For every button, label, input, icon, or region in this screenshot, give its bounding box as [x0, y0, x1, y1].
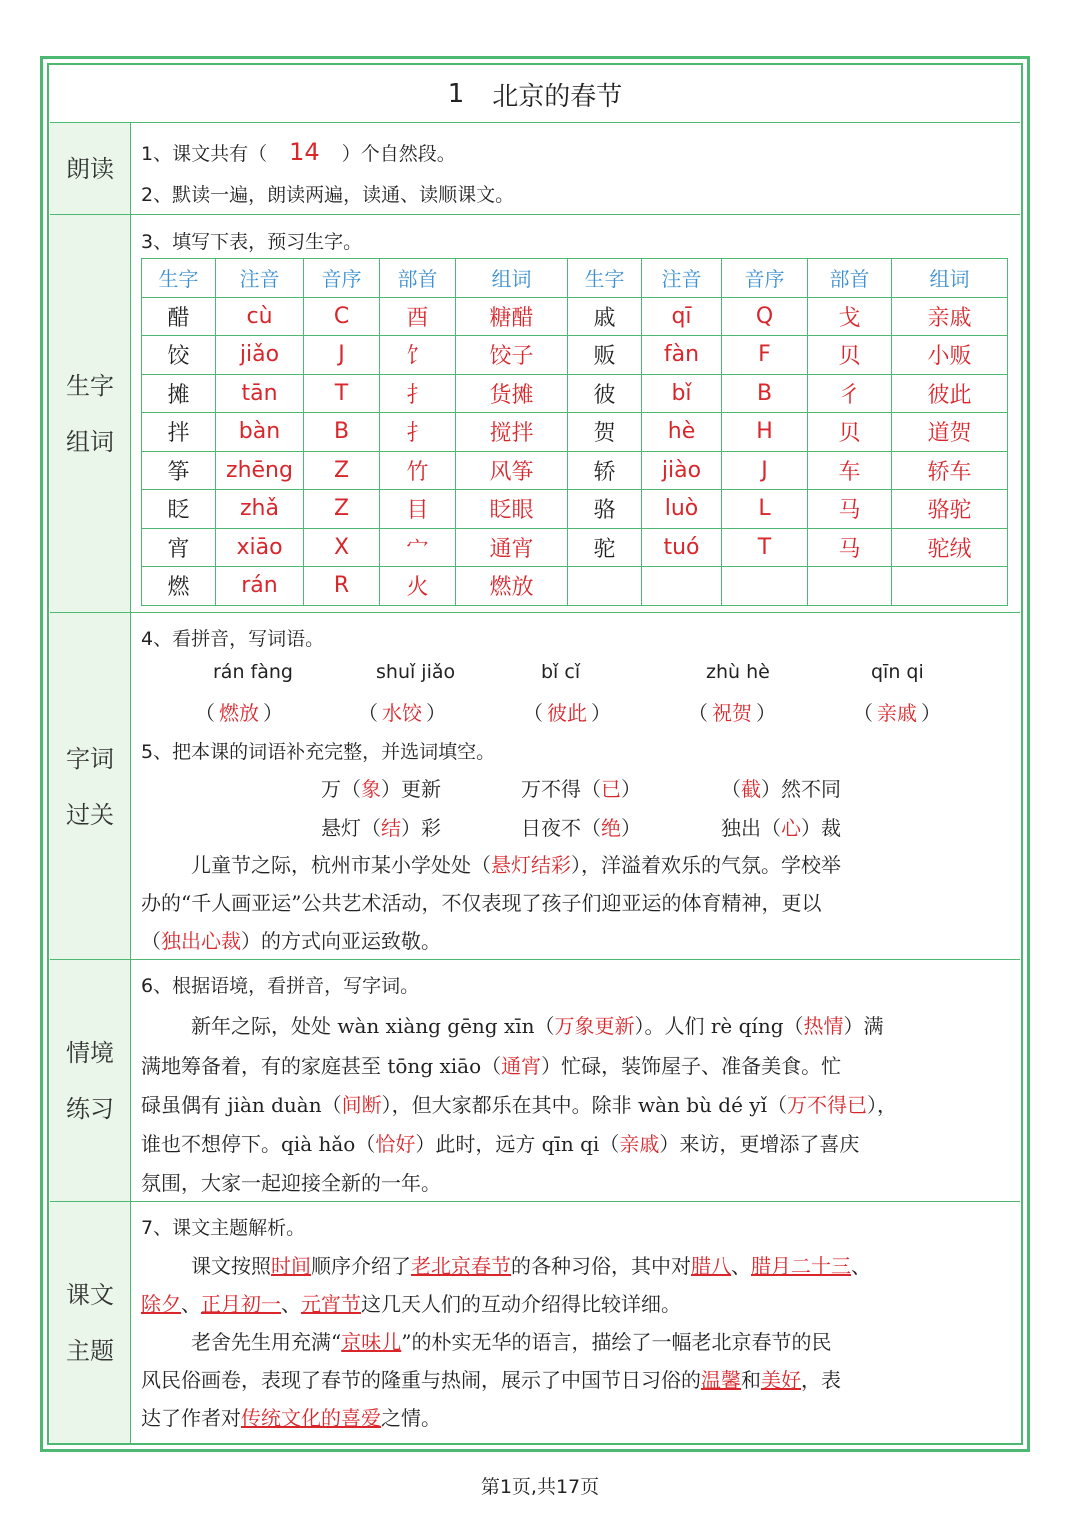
table-cell: 宵	[142, 528, 216, 567]
table-header: 部首	[808, 259, 892, 298]
answer: 间断	[341, 1093, 382, 1117]
label-text: 生字	[66, 372, 114, 400]
text: 万（	[321, 777, 361, 801]
section-reading	[50, 122, 1020, 215]
table-cell: 彳	[808, 374, 892, 413]
table-cell: 筝	[142, 451, 216, 490]
answer: 万象更新	[554, 1014, 635, 1038]
chars-content	[141, 215, 1014, 613]
table-header: 音序	[304, 259, 380, 298]
answer: 时间	[271, 1254, 311, 1278]
table-cell: cù	[216, 297, 304, 336]
answer: 悬灯结彩	[491, 853, 571, 877]
table-cell: 贝	[808, 336, 892, 375]
table-cell: 搅拌	[456, 413, 568, 452]
text: 之情。	[381, 1406, 441, 1430]
pinyin-answer-group	[523, 697, 611, 726]
table-cell: 眨眼	[456, 490, 568, 529]
answer: 截	[741, 777, 761, 801]
table-cell: 贩	[568, 336, 642, 375]
table-row	[142, 451, 1008, 490]
pinyin-prompt: qīn qi	[871, 661, 924, 683]
paren-close: ）	[756, 701, 776, 725]
text: ），洋溢着欢乐的气氛。学校举	[571, 853, 841, 877]
table-cell: 摊	[142, 374, 216, 413]
text: ）裁	[801, 816, 841, 840]
text: 满地筹备着，有的家庭甚至 tōng xiāo（	[141, 1054, 502, 1078]
idiom	[321, 812, 441, 841]
answer: 恰好	[375, 1132, 416, 1156]
table-cell: qī	[642, 297, 722, 336]
ctx-line-3	[141, 1089, 897, 1118]
text: 课文按照	[191, 1254, 271, 1278]
q1-prefix: 1、课文共有（	[141, 143, 268, 165]
ctx-line-1	[191, 1010, 884, 1039]
table-cell: 贺	[568, 413, 642, 452]
table-cell: 眨	[142, 490, 216, 529]
theme-content	[141, 1202, 1014, 1443]
answer: 彼此	[547, 701, 587, 725]
paren-open: （	[195, 701, 215, 725]
answer: 正月初一	[201, 1292, 281, 1316]
text: 儿童节之际，杭州市某小学处处（	[191, 853, 491, 877]
paren-close: ）	[426, 701, 446, 725]
pinyin-answer-group	[195, 697, 283, 726]
table-cell: zhǎ	[216, 490, 304, 529]
answer: 京味儿	[341, 1330, 402, 1354]
table-cell: T	[722, 528, 808, 567]
table-cell: 扌	[380, 374, 456, 413]
idiom	[521, 812, 641, 841]
answer: 腊八	[691, 1254, 731, 1278]
paren-open: （	[853, 701, 873, 725]
pinyin-answer-group	[853, 697, 941, 726]
table-cell	[642, 567, 722, 606]
table-cell: 彼此	[892, 374, 1008, 413]
pinyin-answer-group	[358, 697, 446, 726]
q1	[141, 138, 456, 166]
table-cell: 骆驼	[892, 490, 1008, 529]
answer: 温馨	[701, 1368, 741, 1392]
label-text: 课文	[66, 1280, 114, 1309]
table-cell: F	[722, 336, 808, 375]
table-row	[142, 374, 1008, 413]
table-cell: rán	[216, 567, 304, 606]
text: ）	[621, 777, 641, 801]
text: ）忙碌，装饰屋子、准备美食。忙	[541, 1054, 842, 1078]
table-cell: 轿车	[892, 451, 1008, 490]
answer: 亲戚	[619, 1132, 660, 1156]
text: （	[721, 777, 741, 801]
answer: 美好	[761, 1368, 801, 1392]
table-cell: bàn	[216, 413, 304, 452]
q3: 3、填写下表，预习生字。	[141, 231, 363, 253]
answer: 结	[381, 816, 401, 840]
table-cell: tuó	[642, 528, 722, 567]
text: 风民俗画卷，表现了春节的隆重与热闹，展示了中国节日习俗的	[141, 1368, 701, 1392]
table-cell: hè	[642, 413, 722, 452]
table-cell: L	[722, 490, 808, 529]
idiom	[521, 773, 641, 802]
text: 日夜不（	[521, 816, 601, 840]
answer: 独出心裁	[161, 929, 241, 953]
table-cell: H	[722, 413, 808, 452]
text: 老舍先生用充满“	[191, 1330, 342, 1354]
theme-line-3	[191, 1326, 831, 1355]
table-cell: 亲戚	[892, 297, 1008, 336]
answer: 心	[781, 816, 801, 840]
table-cell: bǐ	[642, 374, 722, 413]
answer: 绝	[601, 816, 621, 840]
answer: 万不得已	[786, 1093, 867, 1117]
text: 和	[741, 1368, 761, 1392]
text: 、	[851, 1254, 871, 1278]
text: ）	[621, 816, 641, 840]
q7: 7、课文主题解析。	[141, 1217, 306, 1239]
context-content	[141, 960, 1014, 1202]
table-cell: J	[304, 336, 380, 375]
q1-answer: 14	[289, 138, 320, 166]
text: 达了作者对	[141, 1406, 241, 1430]
text: ）来访，更增添了喜庆	[659, 1132, 860, 1156]
ctx-line-5: 氛围，大家一起迎接全新的一年。	[141, 1171, 441, 1195]
lesson-number: 1	[447, 79, 465, 109]
table-cell: 饺	[142, 336, 216, 375]
idiom	[721, 773, 841, 802]
table-header: 部首	[380, 259, 456, 298]
table-cell: X	[304, 528, 380, 567]
text: （	[141, 929, 161, 953]
paren-open: （	[358, 701, 378, 725]
answer: 老北京春节	[411, 1254, 511, 1278]
table-cell: zhēng	[216, 451, 304, 490]
answer: 已	[601, 777, 621, 801]
paren-close: ）	[263, 701, 283, 725]
words-content	[141, 613, 1014, 960]
q4: 4、看拼音，写词语。	[141, 628, 325, 650]
label-text: 组词	[66, 428, 114, 456]
text: 、	[181, 1292, 201, 1316]
table-cell: 车	[808, 451, 892, 490]
answer: 象	[361, 777, 381, 801]
label-chars	[50, 215, 131, 613]
label-words	[50, 613, 131, 960]
table-cell: 火	[380, 567, 456, 606]
table-cell: 饣	[380, 336, 456, 375]
label-text: 练习	[66, 1095, 114, 1123]
para-line-2: 办的“千人画亚运”公共艺术活动，不仅表现了孩子们迎亚运的体育精神，更以	[141, 891, 822, 915]
table-cell: 戚	[568, 297, 642, 336]
table-cell: R	[304, 567, 380, 606]
label-context	[50, 960, 131, 1202]
table-cell: 马	[808, 528, 892, 567]
theme-line-2	[141, 1288, 681, 1317]
text: ），但大家都乐在其中。除非 wàn bù dé yǐ（	[381, 1093, 787, 1117]
table-cell	[808, 567, 892, 606]
table-cell	[722, 567, 808, 606]
table-cell: 彼	[568, 374, 642, 413]
table-header: 生字	[568, 259, 642, 298]
table-cell: 货摊	[456, 374, 568, 413]
table-header: 生字	[142, 259, 216, 298]
table-row	[142, 336, 1008, 375]
page-title	[50, 66, 1020, 122]
section-context	[50, 959, 1020, 1202]
text: ）的方式向亚运致敬。	[241, 929, 441, 953]
answer: 亲戚	[877, 701, 917, 725]
paren-open: （	[523, 701, 543, 725]
table-cell	[892, 567, 1008, 606]
paren-close: ）	[921, 701, 941, 725]
text: 新年之际，处处 wàn xiàng gēng xīn（	[191, 1014, 555, 1038]
table-cell: tān	[216, 374, 304, 413]
lesson-title: 北京的春节	[492, 81, 623, 112]
answer: 热情	[803, 1014, 844, 1038]
table-cell: 通宵	[456, 528, 568, 567]
text: ，表	[801, 1368, 841, 1392]
text: 谁也不想停下。qià hǎo（	[141, 1132, 376, 1156]
text: ）满	[843, 1014, 884, 1038]
text: 的各种习俗，其中对	[511, 1254, 691, 1278]
table-cell: 燃放	[456, 567, 568, 606]
pinyin-prompt: shuǐ jiǎo	[376, 661, 456, 683]
table-header: 音序	[722, 259, 808, 298]
table-cell: 驼绒	[892, 528, 1008, 567]
text: ）彩	[401, 816, 441, 840]
table-cell: 风筝	[456, 451, 568, 490]
table-header: 注音	[216, 259, 304, 298]
text: ）然不同	[761, 777, 841, 801]
label-theme	[50, 1202, 131, 1443]
text: 这几天人们的互动介绍得比较详细。	[361, 1292, 681, 1316]
text: 、	[731, 1254, 751, 1278]
answer: 元宵节	[301, 1292, 361, 1316]
answer: 腊月二十三	[751, 1254, 851, 1278]
label-text: 过关	[66, 800, 114, 829]
theme-line-4	[141, 1364, 841, 1393]
text: 顺序介绍了	[311, 1254, 411, 1278]
table-cell: 燃	[142, 567, 216, 606]
pinyin-prompt: bǐ cǐ	[541, 661, 581, 683]
q5: 5、把本课的词语补充完整，并选词填空。	[141, 741, 496, 763]
text: 万不得（	[521, 777, 601, 801]
table-cell: 糖醋	[456, 297, 568, 336]
label-text: 朗读	[66, 155, 114, 183]
label-reading	[50, 123, 131, 215]
idiom	[721, 812, 841, 841]
text: 独出（	[721, 816, 781, 840]
table-cell: jiǎo	[216, 336, 304, 375]
char-table	[141, 258, 1008, 606]
table-cell: 扌	[380, 413, 456, 452]
table-cell: B	[722, 374, 808, 413]
label-text: 情境	[66, 1039, 114, 1067]
table-cell: Z	[304, 451, 380, 490]
answer: 传统文化的喜爱	[241, 1406, 381, 1430]
table-cell: 竹	[380, 451, 456, 490]
theme-line-5	[141, 1402, 441, 1431]
text: 、	[281, 1292, 301, 1316]
table-cell: 醋	[142, 297, 216, 336]
answer: 燃放	[219, 701, 259, 725]
table-row	[142, 297, 1008, 336]
page-footer: 第1页,共17页	[480, 1476, 600, 1498]
para-line-3	[141, 925, 441, 954]
section-words	[50, 612, 1020, 960]
q1-suffix: ）个自然段。	[341, 143, 456, 165]
ctx-line-4	[141, 1128, 859, 1157]
table-cell: 骆	[568, 490, 642, 529]
table-cell: 饺子	[456, 336, 568, 375]
table-row	[142, 490, 1008, 529]
table-cell: 目	[380, 490, 456, 529]
table-header: 组词	[456, 259, 568, 298]
table-cell: 贝	[808, 413, 892, 452]
idiom	[321, 773, 441, 802]
section-chars	[50, 214, 1020, 613]
table-cell: 宀	[380, 528, 456, 567]
worksheet-frame	[40, 56, 1030, 1452]
ctx-line-2	[141, 1050, 841, 1079]
label-text: 字词	[66, 744, 114, 773]
section-theme	[50, 1201, 1020, 1443]
table-cell: 小贩	[892, 336, 1008, 375]
pinyin-answer-group	[688, 697, 776, 726]
para-line-1	[191, 849, 841, 878]
text: ）此时，远方 qīn qi（	[415, 1132, 620, 1156]
table-cell: 道贺	[892, 413, 1008, 452]
table-cell: jiào	[642, 451, 722, 490]
table-cell: 马	[808, 490, 892, 529]
table-header: 注音	[642, 259, 722, 298]
answer: 水饺	[382, 701, 422, 725]
text: 碌虽偶有 jiàn duàn（	[141, 1093, 342, 1117]
table-cell: fàn	[642, 336, 722, 375]
table-row	[142, 413, 1008, 452]
table-row	[142, 567, 1008, 606]
answer: 通宵	[501, 1054, 542, 1078]
table-cell: 轿	[568, 451, 642, 490]
reading-content	[141, 123, 1014, 215]
text: ”的朴实无华的语言，描绘了一幅老北京春节的民	[401, 1330, 832, 1354]
table-header: 组词	[892, 259, 1008, 298]
table-cell: 驼	[568, 528, 642, 567]
theme-line-1	[191, 1250, 871, 1279]
table-cell: T	[304, 374, 380, 413]
table-cell	[568, 567, 642, 606]
paren-open: （	[688, 701, 708, 725]
table-cell: Z	[304, 490, 380, 529]
table-cell: 戈	[808, 297, 892, 336]
pinyin-prompt: zhù hè	[706, 661, 770, 683]
pinyin-prompt: rán fàng	[213, 661, 293, 683]
table-cell: 酉	[380, 297, 456, 336]
table-cell: Q	[722, 297, 808, 336]
table-cell: luò	[642, 490, 722, 529]
answer: 祝贺	[712, 701, 752, 725]
paren-close: ）	[591, 701, 611, 725]
label-text: 主题	[66, 1336, 114, 1365]
text: ），	[866, 1093, 897, 1117]
table-cell: B	[304, 413, 380, 452]
table-row	[142, 528, 1008, 567]
table-cell: C	[304, 297, 380, 336]
text: ）更新	[381, 777, 441, 801]
q6: 6、根据语境，看拼音，写字词。	[141, 975, 420, 997]
table-cell: 拌	[142, 413, 216, 452]
table-cell: xiāo	[216, 528, 304, 567]
answer: 除夕	[141, 1292, 181, 1316]
text: 悬灯（	[321, 816, 381, 840]
text: ）。人们 rè qíng（	[634, 1014, 804, 1038]
table-cell: J	[722, 451, 808, 490]
q2: 2、默读一遍，朗读两遍，读通、读顺课文。	[141, 184, 515, 206]
